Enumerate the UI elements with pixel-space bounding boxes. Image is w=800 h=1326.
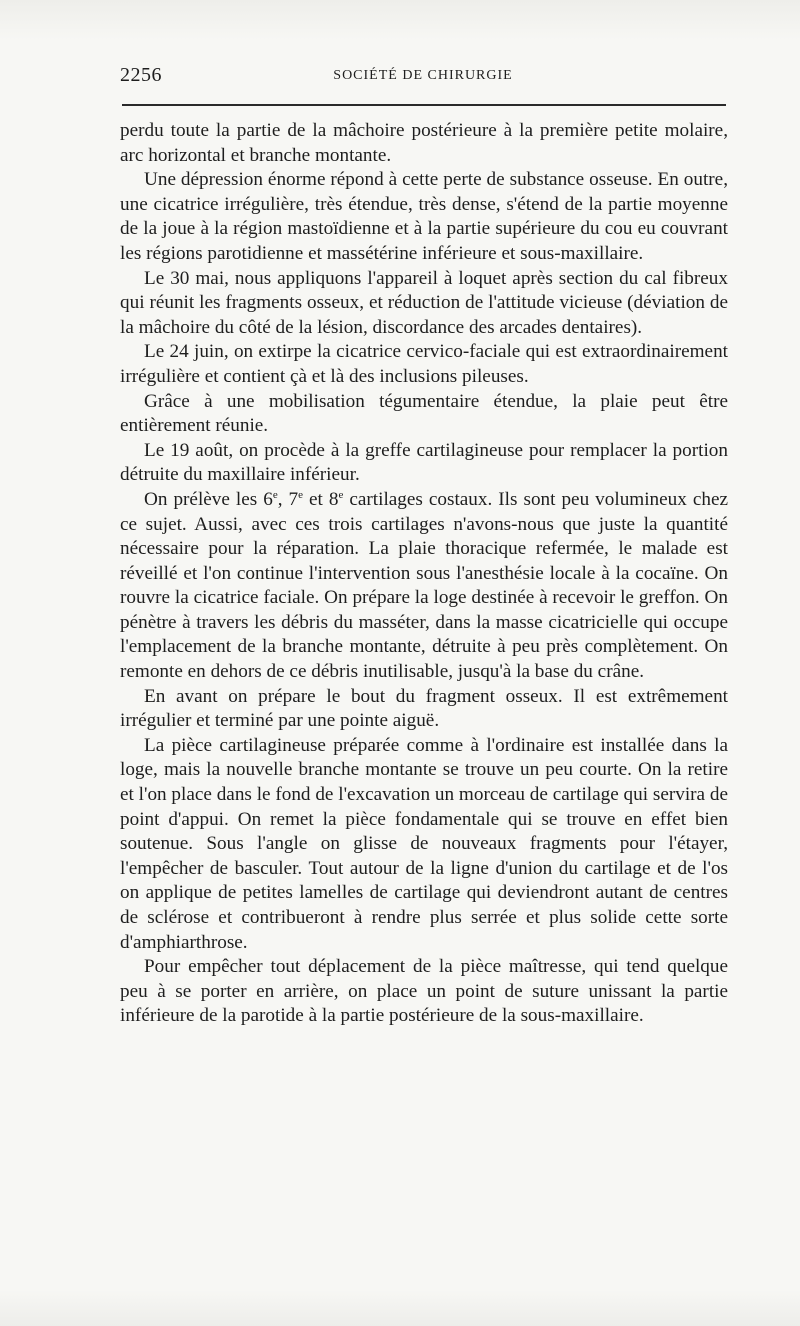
- header-rule: [122, 104, 726, 106]
- running-title: SOCIÉTÉ DE CHIRURGIE: [333, 68, 513, 83]
- paragraph-7-text-a: On prélève les 6: [144, 488, 273, 510]
- page-number: 2256: [120, 64, 162, 86]
- paragraph-1: perdu toute la partie de la mâchoire postérieure à la première petite molaire, arc horizontal et branche montante.: [120, 120, 728, 166]
- paragraph-2: Une dépression énorme répond à cette perte de substance osseuse. En outre, une cicatrice irrégulière, très étendue, très dense, s'étend de la partie moyenne de la joue à la région mastoïdienne et à la partie supérieure du cou eu couvrant les régions parotidienne et massétérine inférieure et sous-maxillaire.: [120, 169, 728, 264]
- paragraph-7: [120, 488, 728, 685]
- paragraph-4: Le 24 juin, on extirpe la cicatrice cervico-faciale qui est extraordinairement irrégulière et contient çà et là des inclusions pileuses.: [120, 341, 728, 387]
- paragraph-6: Le 19 août, on procède à la greffe cartilagineuse pour remplacer la portion détruite du maxillaire inférieur.: [120, 439, 728, 486]
- superscript-e: e: [298, 488, 304, 501]
- paragraph-3: Le 30 mai, nous appliquons l'appareil à loquet après section du cal fibreux qui réunit les fragments osseux, et réduction de l'attitude vicieuse (déviation de la mâchoire du côté de la lésion, discordance des arcades dentaires).: [120, 267, 728, 338]
- paragraph-5: Grâce à une mobilisation tégumentaire étendue, la plaie peut être entièrement réunie.: [120, 390, 728, 437]
- paragraph-10: Pour empêcher tout déplacement de la pièce maîtresse, qui tend quelque peu à se porter en arrière, on place un point de suture unissant la partie inférieure de la parotide à la partie postérieure de la sous-maxillaire.: [120, 956, 728, 1027]
- running-head: [120, 64, 726, 92]
- body-text: [120, 119, 728, 1029]
- paragraph-9: La pièce cartilagineuse préparée comme à l'ordinaire est installée dans la loge, mais la nouvelle branche montante se trouve un peu courte. On la retire et l'on place dans le fond de l'excavation un morceau de cartilage qui servira de point d'appui. On remet la pièce fondamentale qui se trouve en effet bien soutenue. Sous l'angle on glisse de nouveaux fragments pour l'étayer, l'empêcher de basculer. Tout autour de la ligne d'union du cartilage et de l'os on applique de petites lamelles de cartilage qui deviendront autant de centres de sclérose et contribueront à rendre plus serrée et plus solide cette sorte d'amphiarthrose.: [120, 734, 728, 953]
- paragraph-7-text-b: , 7: [277, 488, 299, 510]
- paragraph-7-text-d: cartilages costaux. Ils sont peu volumineux chez ce sujet. Aussi, avec ces trois cartilages n'avons-nous que juste la quantité nécessaire pour la réparation. La plaie thoracique refermée, le malade est réveillé et l'on continue l'intervention sous l'anesthésie locale à la cocaïne. On rouvre la cicatrice faciale. On prépare la loge destinée à recevoir le greffon. On pénètre à travers les débris du masséter, dans la masse cicatricielle qui occupe l'emplacement de la branche montante, détruite à peu près complètement. On remonte en dehors de ce débris inutilisable, jusqu'à la base du crâne.: [120, 488, 728, 683]
- paragraph-7-text-c: et 8: [303, 488, 339, 510]
- superscript-e: e: [272, 488, 278, 501]
- paragraph-8: En avant on prépare le bout du fragment osseux. Il est extrêmement irrégulier et terminé par une pointe aiguë.: [120, 685, 728, 732]
- superscript-e: e: [338, 488, 344, 501]
